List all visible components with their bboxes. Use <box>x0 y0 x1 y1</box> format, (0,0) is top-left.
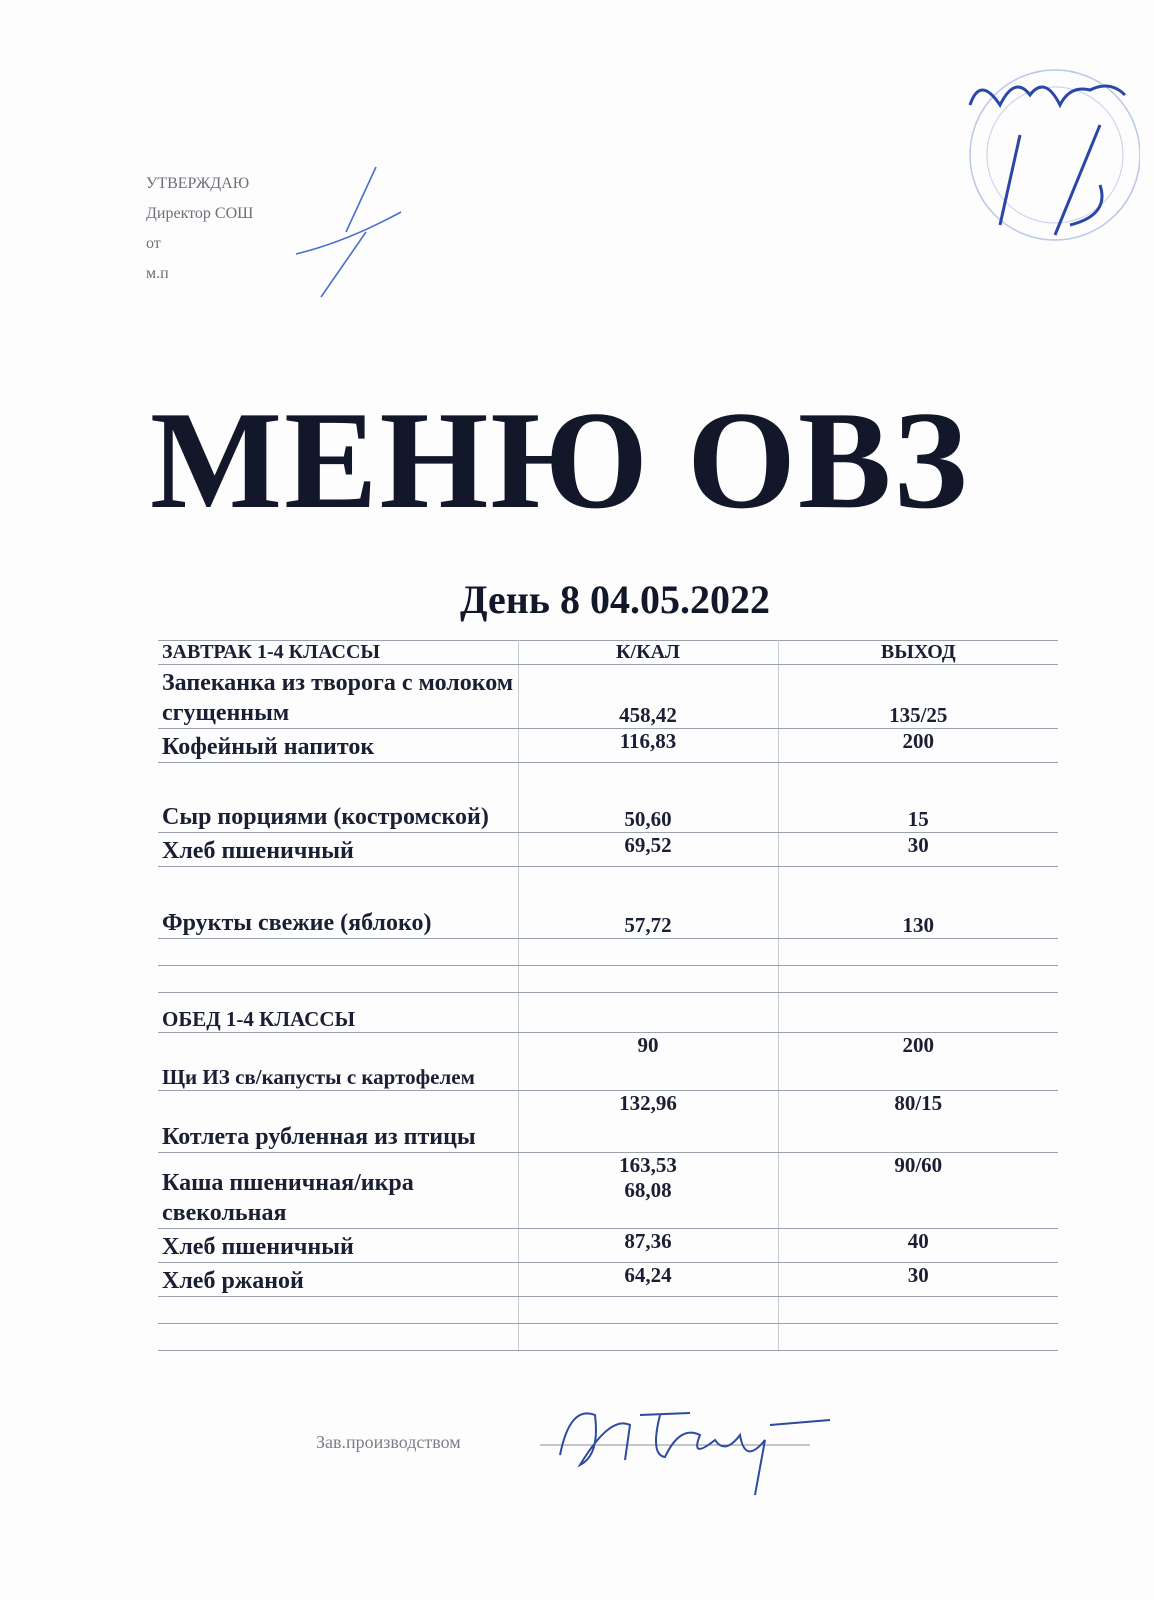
approval-seal-mark: м.п <box>146 265 169 282</box>
approval-director: Директор СОШ <box>146 205 254 222</box>
empty-row <box>158 1297 1058 1324</box>
lunch-section-title: ОБЕД 1-4 КЛАССЫ <box>158 993 518 1033</box>
empty-row <box>158 1324 1058 1351</box>
footer-label: Зав.производством <box>316 1432 461 1452</box>
dish-output: 30 <box>778 1263 1058 1297</box>
dish-kcal: 69,52 <box>518 833 778 867</box>
dish-kcal-secondary: 68,08 <box>624 1178 672 1202</box>
table-row <box>158 1229 1058 1263</box>
dish-name: Хлеб пшеничный <box>158 833 518 867</box>
header-output: ВЫХОД <box>778 641 1058 665</box>
menu-table <box>158 640 1058 1351</box>
dish-name: Запеканка из творога с молоком сгущенным <box>158 665 518 729</box>
table-row <box>158 1091 1058 1153</box>
dish-kcal: 64,24 <box>518 1263 778 1297</box>
header-kcal: К/КАЛ <box>518 641 778 665</box>
page-title: МЕНЮ ОВЗ <box>150 383 970 538</box>
dish-kcal: 116,83 <box>518 729 778 763</box>
table-row <box>158 1263 1058 1297</box>
dish-kcal: 458,42 <box>518 665 778 729</box>
empty-row <box>158 966 1058 993</box>
dish-output: 15 <box>778 763 1058 833</box>
table-section-row <box>158 993 1058 1033</box>
table-row <box>158 729 1058 763</box>
approval-date: от <box>146 235 161 252</box>
approval-title: УТВЕРЖДАЮ <box>146 175 250 192</box>
dish-kcal-pair <box>518 1153 778 1229</box>
dish-kcal: 87,36 <box>518 1229 778 1263</box>
dish-kcal: 57,72 <box>518 867 778 939</box>
table-row <box>158 833 1058 867</box>
dish-output: 40 <box>778 1229 1058 1263</box>
dish-name: Сыр порциями (костромской) <box>158 763 518 833</box>
dish-name: Кофейный напиток <box>158 729 518 763</box>
dish-output: 200 <box>778 729 1058 763</box>
empty-row <box>158 939 1058 966</box>
table-row <box>158 1153 1058 1229</box>
dish-kcal: 163,53 <box>619 1153 677 1177</box>
dish-output: 30 <box>778 833 1058 867</box>
table-row <box>158 763 1058 833</box>
dish-kcal: 90 <box>518 1033 778 1091</box>
production-head-signature <box>540 1395 840 1505</box>
table-row <box>158 867 1058 939</box>
official-stamp <box>960 35 1140 245</box>
dish-kcal: 50,60 <box>518 763 778 833</box>
dish-name: Щи ИЗ св/капусты с картофелем <box>158 1033 518 1091</box>
dish-name: Каша пшеничная/икра свекольная <box>158 1153 518 1229</box>
approval-block <box>146 172 253 292</box>
dish-name: Котлета рубленная из птицы <box>158 1091 518 1153</box>
day-subtitle: День 8 04.05.2022 <box>460 577 770 622</box>
table-row <box>158 665 1058 729</box>
director-signature <box>226 162 426 302</box>
dish-output: 135/25 <box>778 665 1058 729</box>
dish-name: Хлеб пшеничный <box>158 1229 518 1263</box>
dish-name: Хлеб ржаной <box>158 1263 518 1297</box>
table-header-row <box>158 641 1058 665</box>
dish-kcal: 132,96 <box>518 1091 778 1153</box>
dish-output: 80/15 <box>778 1091 1058 1153</box>
dish-name: Фрукты свежие (яблоко) <box>158 867 518 939</box>
header-meal: ЗАВТРАК 1-4 КЛАССЫ <box>158 641 518 665</box>
table-row <box>158 1033 1058 1091</box>
dish-output: 200 <box>778 1033 1058 1091</box>
dish-output: 90/60 <box>778 1153 1058 1229</box>
dish-output: 130 <box>778 867 1058 939</box>
